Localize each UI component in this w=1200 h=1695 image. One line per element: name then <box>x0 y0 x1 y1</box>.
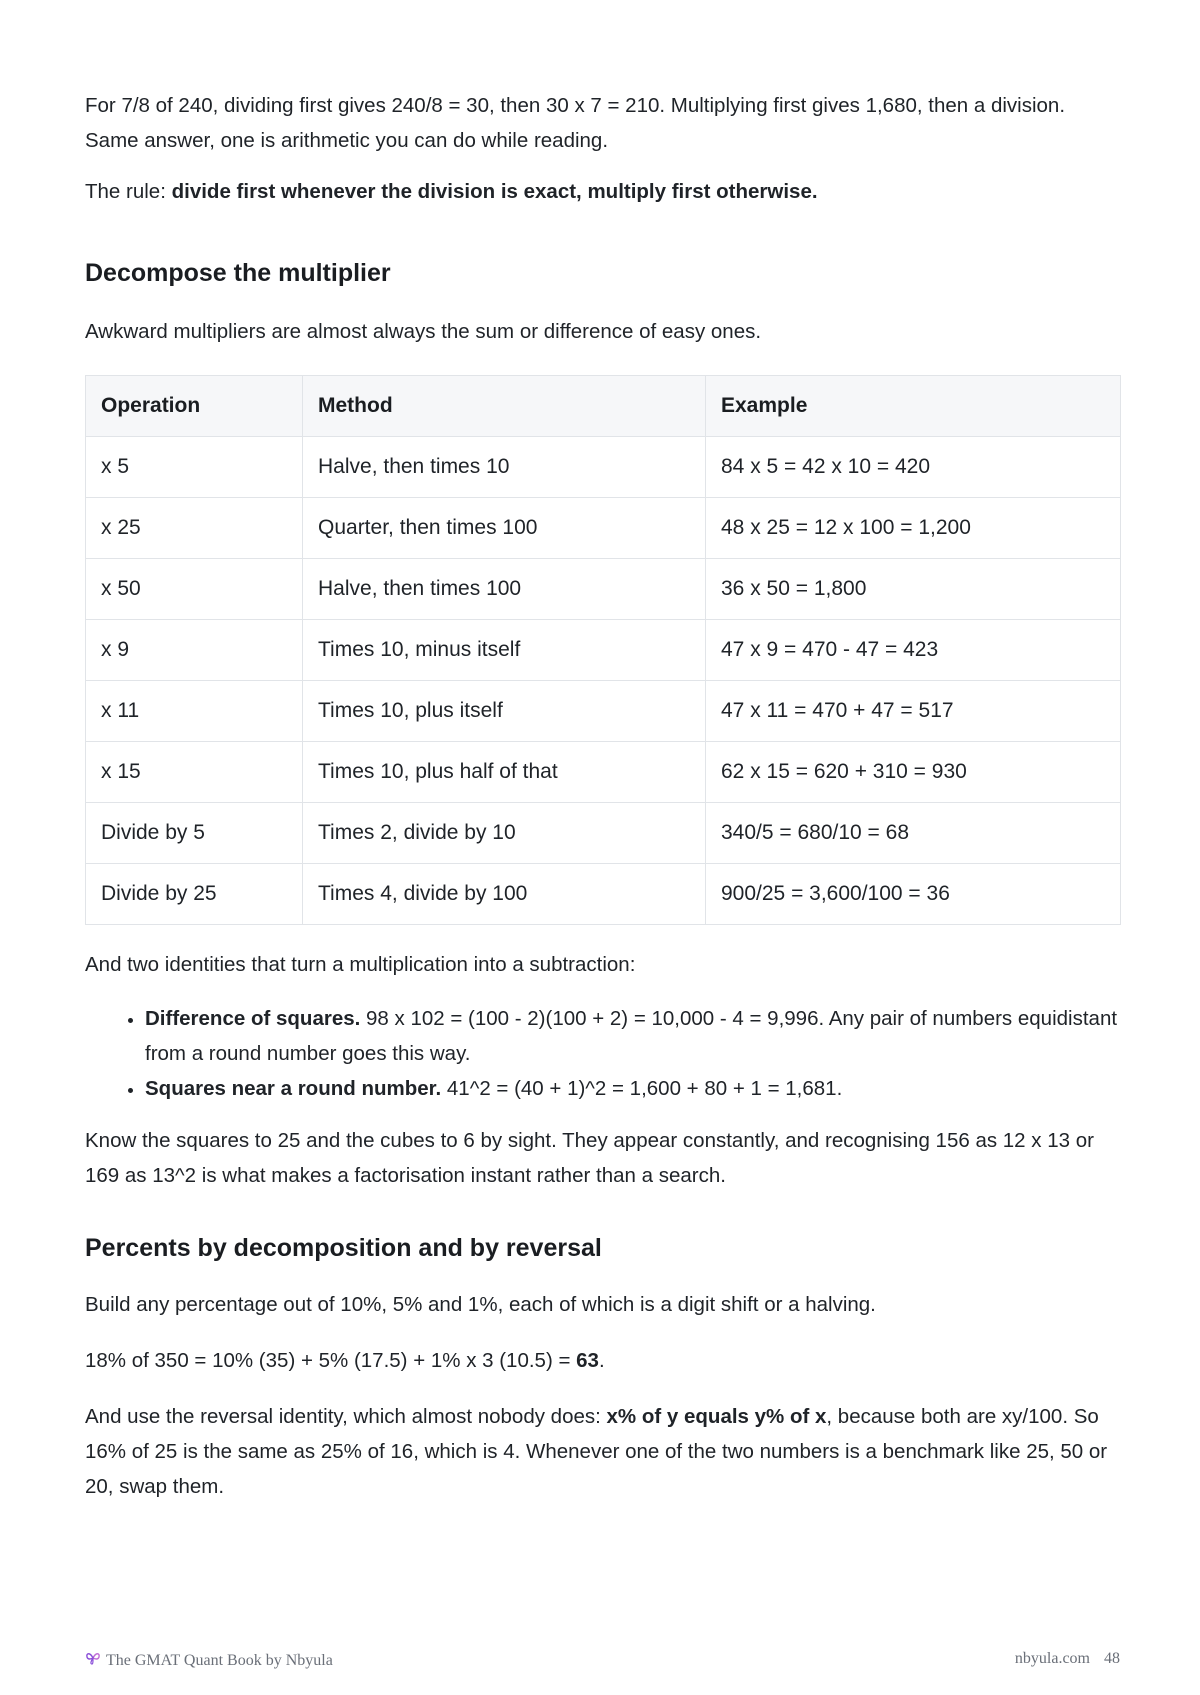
rule-bold-text: divide first whenever the division is exact, multiply first otherwise. <box>171 180 818 203</box>
section-heading-percents: Percents by decomposition and by reversal <box>85 1234 602 1262</box>
example-answer: 63 <box>576 1349 599 1372</box>
decompose-lead: Awkward multipliers are almost always the sum or difference of easy ones. <box>85 320 762 343</box>
list-item <box>145 1001 1120 1071</box>
nbyula-butterfly-icon <box>85 1650 106 1671</box>
cell-method: Times 2, divide by 10 <box>303 803 706 864</box>
percents-example <box>85 1343 1120 1378</box>
footer-book-title: The GMAT Quant Book by Nbyula <box>106 1651 333 1669</box>
cell-example: 900/25 = 3,600/100 = 36 <box>706 864 1121 925</box>
reversal-identity: x% of y equals y% of x <box>606 1405 827 1428</box>
cell-example: 48 x 25 = 12 x 100 = 1,200 <box>706 498 1121 559</box>
rule-prefix: The rule: <box>85 180 172 203</box>
table-header-example: Example <box>706 376 1121 437</box>
cell-example: 340/5 = 680/10 = 68 <box>706 803 1121 864</box>
table-row <box>86 437 1121 498</box>
table-header-row <box>86 376 1121 437</box>
bullet-bold-label: Squares near a round number. <box>145 1077 442 1100</box>
bullet-text: 41^2 = (40 + 1)^2 = 1,600 + 80 + 1 = 1,681. <box>441 1077 843 1100</box>
multiplier-table <box>85 375 1121 925</box>
footer-brand <box>85 1650 333 1671</box>
cell-example: 62 x 15 = 620 + 310 = 930 <box>706 742 1121 803</box>
table-header-method: Method <box>303 376 706 437</box>
cell-example: 47 x 11 = 470 + 47 = 517 <box>706 681 1121 742</box>
cell-method: Times 4, divide by 100 <box>303 864 706 925</box>
cell-example: 84 x 5 = 42 x 10 = 420 <box>706 437 1121 498</box>
cell-operation: x 25 <box>86 498 303 559</box>
cell-method: Halve, then times 100 <box>303 559 706 620</box>
footer-site-link[interactable]: nbyula.com <box>1014 1650 1090 1667</box>
cell-operation: x 9 <box>86 620 303 681</box>
reversal-suffix: , because both are xy/100. So 16% of 25 is the same as 25% of 16, which is 4. Whenever one of the two numbers is a benchmark like 25, 50 or 20, swap them. <box>85 1405 1108 1498</box>
percents-lead: Build any percentage out of 10%, 5% and 1%, each of which is a digit shift or a halving. <box>85 1293 876 1316</box>
identities-list <box>85 1001 1120 1106</box>
cell-example: 36 x 50 = 1,800 <box>706 559 1121 620</box>
squares-note: Know the squares to 25 and the cubes to 6 by sight. They appear constantly, and recognising 156 as 12 x 13 or 169 as 13^2 is what makes a factorisation instant rather than a search. <box>85 1129 1094 1187</box>
rule-paragraph <box>85 174 1120 209</box>
example-suffix: . <box>598 1349 605 1372</box>
footer-meta <box>1015 1650 1120 1668</box>
section-heading-decompose: Decompose the multiplier <box>85 259 391 287</box>
cell-method: Times 10, plus itself <box>303 681 706 742</box>
table-row <box>86 498 1121 559</box>
cell-operation: Divide by 25 <box>86 864 303 925</box>
reversal-paragraph <box>85 1399 1120 1504</box>
cell-operation: x 5 <box>86 437 303 498</box>
table-row <box>86 620 1121 681</box>
cell-operation: x 50 <box>86 559 303 620</box>
page-number: 48 <box>1104 1650 1120 1667</box>
table-row <box>86 803 1121 864</box>
table-row <box>86 681 1121 742</box>
cell-method: Times 10, plus half of that <box>303 742 706 803</box>
cell-operation: x 11 <box>86 681 303 742</box>
intro-paragraph: For 7/8 of 240, dividing first gives 240/8 = 30, then 30 x 7 = 210. Multiplying first gives 1,680, then a division. Same answer, one is arithmetic you can do while reading. <box>85 94 1066 152</box>
cell-operation: Divide by 5 <box>86 803 303 864</box>
page-content <box>85 88 1120 1504</box>
table-header-operation: Operation <box>86 376 303 437</box>
table-row <box>86 559 1121 620</box>
reversal-prefix: And use the reversal identity, which almost nobody does: <box>85 1405 607 1428</box>
bullet-text: 98 x 102 = (100 - 2)(100 + 2) = 10,000 - 4 = 9,996. Any pair of numbers equidistant from a round number goes this way. <box>145 1007 1118 1065</box>
list-item <box>145 1071 1120 1106</box>
cell-method: Halve, then times 10 <box>303 437 706 498</box>
table-row <box>86 864 1121 925</box>
example-expression: 18% of 350 = 10% (35) + 5% (17.5) + 1% x 3 (10.5) = <box>85 1349 577 1372</box>
cell-example: 47 x 9 = 470 - 47 = 423 <box>706 620 1121 681</box>
cell-method: Quarter, then times 100 <box>303 498 706 559</box>
cell-operation: x 15 <box>86 742 303 803</box>
identities-lead: And two identities that turn a multiplication into a subtraction: <box>85 953 636 976</box>
table-row <box>86 742 1121 803</box>
cell-method: Times 10, minus itself <box>303 620 706 681</box>
bullet-bold-label: Difference of squares. <box>145 1007 361 1030</box>
